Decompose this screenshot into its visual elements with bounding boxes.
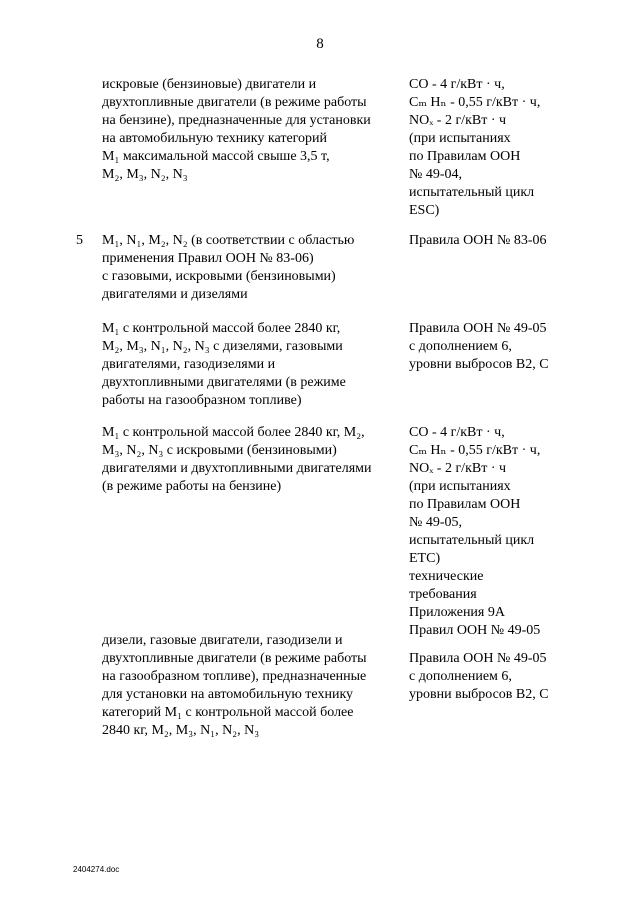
text-line: Cₘ Hₙ - 0,55 г/кВт · ч, xyxy=(409,443,541,458)
requirement xyxy=(409,232,609,250)
text-line: требования xyxy=(409,587,477,602)
vehicle-description xyxy=(102,424,392,496)
text-line: NOₓ - 2 г/кВт · ч xyxy=(409,113,507,128)
text-line: CO - 4 г/кВт · ч, xyxy=(409,425,505,440)
text-line: работы на газообразном топливе) xyxy=(102,393,302,408)
text-line: M₁, N₁, M₂, N₂ (в соответствии с областью xyxy=(102,233,355,248)
text-line: № 49-04, xyxy=(409,167,463,182)
text-line: двухтопливные двигатели (в режиме работы xyxy=(102,651,367,666)
text-line: M₁ с контрольной массой более 2840 кг, M₂, xyxy=(102,425,365,440)
text-line: применения Правил ООН № 83-06) xyxy=(102,251,314,266)
text-line: M₂, M₃, N₁, N₂, N₃ с дизелями, газовыми xyxy=(102,339,343,354)
requirement xyxy=(409,320,609,374)
text-line: для установки на автомобильную технику xyxy=(102,687,354,702)
file-name-footer: 2404274.doc xyxy=(73,865,120,874)
text-line: с дополнением 6, xyxy=(409,669,512,684)
vehicle-description xyxy=(102,76,392,184)
text-line: уровни выбросов B2, C xyxy=(409,357,549,372)
page-number: 8 xyxy=(316,36,324,52)
text-line: уровни выбросов B2, C xyxy=(409,687,549,702)
text-line: Приложения 9A xyxy=(409,605,505,620)
text-line: Правила ООН № 83-06 xyxy=(409,233,547,248)
requirement xyxy=(409,650,609,704)
text-line: на бензине), предназначенные для установки xyxy=(102,113,371,128)
text-line: Правил ООН № 49-05 xyxy=(409,623,541,638)
text-line: № 49-05, xyxy=(409,515,463,530)
text-line: двигателями, газодизелями и xyxy=(102,357,276,372)
text-line: категорий M₁ с контрольной массой более xyxy=(102,705,354,720)
text-line: испытательный цикл xyxy=(409,185,535,200)
text-line: двигателями и дизелями xyxy=(102,287,248,302)
text-line: с дополнением 6, xyxy=(409,339,512,354)
text-line: дизели, газовые двигатели, газодизели и xyxy=(102,633,343,648)
row-number: 5 xyxy=(76,233,83,248)
text-line: двигателями и двухтопливными двигателями xyxy=(102,461,372,476)
text-line: на газообразном топливе), предназначенные xyxy=(102,669,367,684)
text-line: (при испытаниях xyxy=(409,131,511,146)
text-line: искровые (бензиновые) двигатели и xyxy=(102,77,317,92)
text-line: ESC) xyxy=(409,203,440,218)
text-line: M₁ с контрольной массой более 2840 кг, xyxy=(102,321,341,336)
text-line: испытательный цикл xyxy=(409,533,535,548)
text-line: по Правилам ООН xyxy=(409,497,521,512)
text-line: двухтопливными двигателями (в режиме xyxy=(102,375,346,390)
requirement xyxy=(409,424,609,640)
text-line: по Правилам ООН xyxy=(409,149,521,164)
vehicle-description xyxy=(102,632,392,740)
text-line: Правила ООН № 49-05 xyxy=(409,321,547,336)
text-line: Cₘ Hₙ - 0,55 г/кВт · ч, xyxy=(409,95,541,110)
text-line: M₂, M₃, N₂, N₃ xyxy=(102,167,188,182)
text-line: на автомобильную технику категорий xyxy=(102,131,328,146)
vehicle-description xyxy=(102,232,392,304)
text-line: технические xyxy=(409,569,484,584)
requirement xyxy=(409,76,609,220)
text-line: двухтопливные двигатели (в режиме работы xyxy=(102,95,367,110)
text-line: Правила ООН № 49-05 xyxy=(409,651,547,666)
text-line: M₃, N₂, N₃ с искровыми (бензиновыми) xyxy=(102,443,337,458)
text-line: M₁ максимальной массой свыше 3,5 т, xyxy=(102,149,330,164)
text-line: (при испытаниях xyxy=(409,479,511,494)
vehicle-description xyxy=(102,320,392,410)
text-line: NOₓ - 2 г/кВт · ч xyxy=(409,461,507,476)
text-line: 2840 кг, M₂, M₃, N₁, N₂, N₃ xyxy=(102,723,260,738)
text-line: с газовыми, искровыми (бензиновыми) xyxy=(102,269,336,284)
text-line: CO - 4 г/кВт · ч, xyxy=(409,77,505,92)
text-line: ETC) xyxy=(409,551,441,566)
text-line: (в режиме работы на бензине) xyxy=(102,479,282,494)
